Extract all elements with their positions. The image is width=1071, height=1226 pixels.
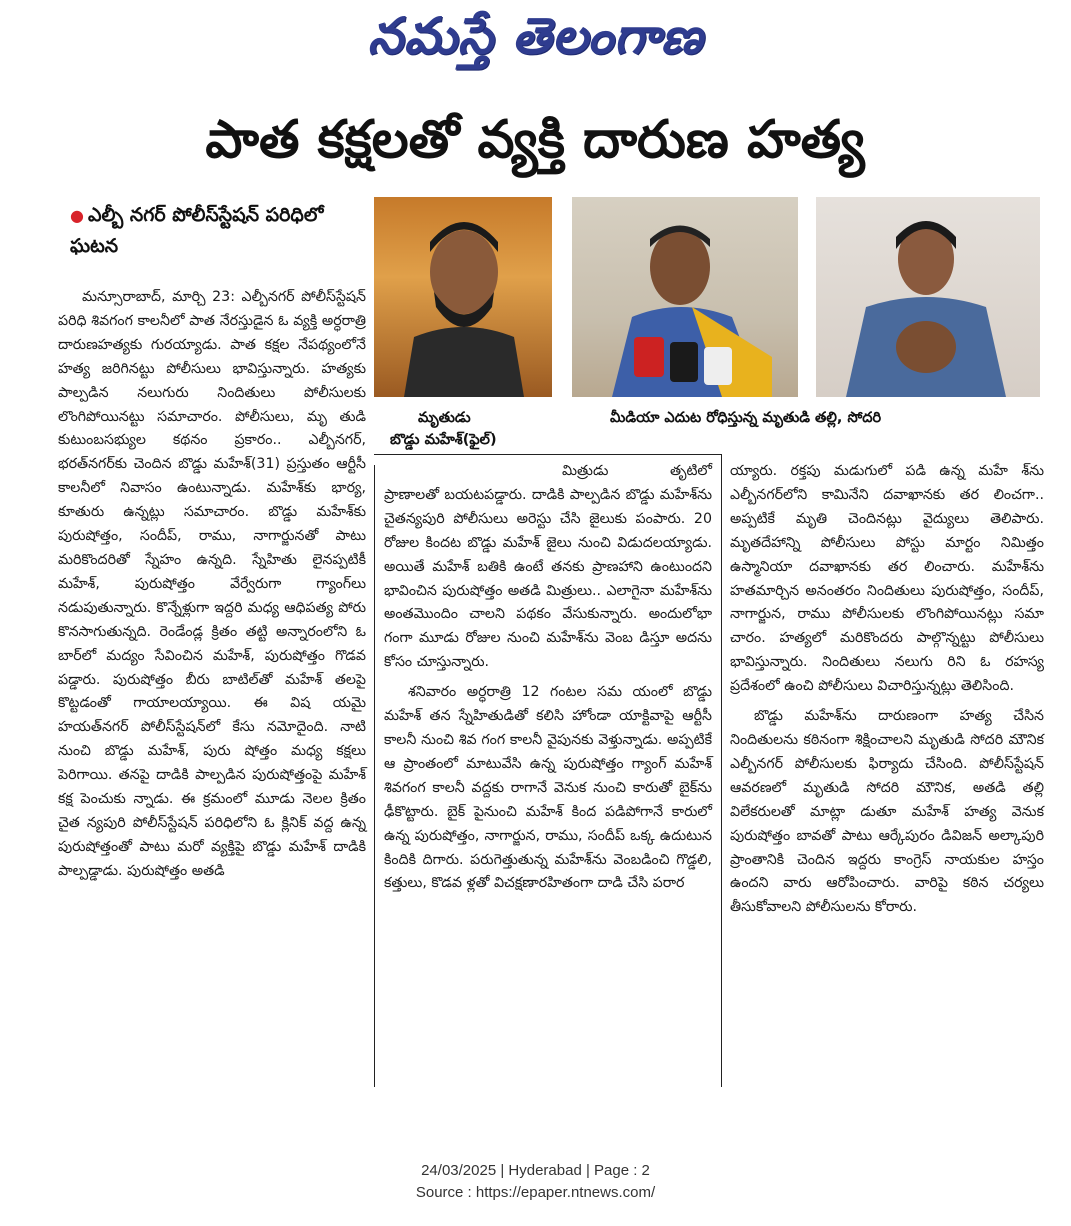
subheading-text: ఎల్బీ నగర్ పోలీస్‌స్టేషన్ పరిధిలో ఘటన — [70, 204, 324, 257]
bullet-icon: ● — [70, 206, 84, 225]
article-column-3 — [730, 460, 1044, 920]
newspaper-masthead: నమస్తే తెలంగాణ — [367, 7, 704, 65]
subheading — [70, 200, 360, 261]
photo-underline — [374, 454, 722, 455]
article-column-1 — [58, 286, 366, 884]
mother-photo — [572, 197, 798, 397]
family-caption: మీడియా ఎదుట రోధిస్తున్న మృతుడి తల్లి, సోదరి — [610, 410, 882, 426]
mother-portrait-illustration — [572, 197, 798, 397]
column-divider — [721, 455, 722, 1087]
column-divider — [374, 465, 375, 1087]
victim-portrait-illustration — [374, 197, 552, 397]
victim-photo — [374, 197, 552, 397]
paragraph: బొడ్డు మహేశ్‌ను దారుణంగా హత్య చేసిన నిందితులను కఠినంగా శిక్షించాలని మృతుడి సోదరి మౌనిక ఎల్బీనగర్ పోలీసులకు ఫిర్యాదు చేసింది. పోలీస్‌స్టేషన్ ఆవరణలో మృతుడి సోదరి మౌనిక, అతడి తల్లి విలేకరులతో మాట్లా డుతూ మహేశ్ హత్య వెనుక పురుషోత్తం బావతో పాటు ఆర్కేపురం డివిజన్ అల్కాపురి ప్రాంతానికి చెందిన ఇద్దరు కాంగ్రెస్ నాయకుల హస్తం ఉందని వారు ఆరోపించారు. వారిపై కఠిన చర్యలు తీసుకోవాలని పోలీసులను కోరారు. — [730, 708, 1044, 916]
article-column-2 — [384, 460, 712, 896]
victim-caption-line2: బొడ్డు మహేశ్(ఫైల్) — [390, 432, 497, 448]
victim-caption — [390, 407, 570, 451]
article-headline: పాత కక్షలతో వ్యక్తి దారుణ హత్య — [205, 110, 865, 170]
footer-date-line: 24/03/2025 | Hyderabad | Page : 2 — [421, 1162, 650, 1179]
paragraph: య్యారు. రక్తపు మడుగులో పడి ఉన్న మహే శ్‌ను ఎల్బీనగర్‌లోని కామినేని దవాఖానకు తర లించగా.. అప్పటికే మృతి చెందినట్లు వైద్యులు తెలిపారు. మృతదేహాన్ని పోలీసులు పోస్టు మార్టం నిమిత్తం ఉస్మానియా దవాఖానకు తర లించారు. మహేశ్‌ను హతమార్చిన అనంతరం నిందితులు పురుషోత్తం, సందీప్, నాగార్జున, రాము పోలీసులకు లొంగిపోయినట్లు సమా చారం. హత్యలో మరికొందరు పాల్గొన్నట్టు పోలీసులు భావిస్తున్నారు. నిందితులు నలుగు రిని ఓ రహస్య ప్రదేశంలో ఉంచి పోలీసులు విచారిస్తున్నట్లు తెలిసింది. — [730, 463, 1044, 695]
sister-portrait-illustration — [816, 197, 1040, 397]
footer-source-line: Source : https://epaper.ntnews.com/ — [415, 1184, 656, 1201]
paragraph: శనివారం అర్ధరాత్రి 12 గంటల సమ యంలో బొడ్డు మహేశ్ తన స్నేహితుడితో కలిసి హోండా యాక్టివాపై ఆర్టీసీ కాలనీ నుంచి శివ గంగ కాలనీ వైపునకు వెళ్తున్నాడు. అప్పటికే ఆ ప్రాంతంలో మాటువేసి ఉన్న పురుషోత్తం గ్యాంగ్ మహేశ్ శివగంగ కాలనీ వద్దకు రాగానే వెనుక నుంచి కారుతో బైక్‌ను ఢీకొట్టారు. బైక్ పైనుంచి మహేశ్ కింద పడిపోగానే కారులో ఉన్న పురుషోత్తం, నాగార్జున, రాము, సందీప్ ఒక్క ఉదుటున కిందికి దిగారు. పరుగెత్తుతున్న మహేశ్‌ను వెంబడించి గొడ్డలి, కత్తులు, కొడవ ళ్లతో విచక్షణారహితంగా దాడి చేసి పరార — [384, 684, 712, 892]
victim-caption-line1: మృతుడు — [418, 410, 471, 426]
paragraph: మన్సూరాబాద్, మార్చి 23: ఎల్బీనగర్ పోలీస్‌స్టేషన్ పరిధి శివగంగ కాలనీలో పాత నేరస్తుడైన ఓ వ్యక్తి అర్ధరాత్రి దారుణహత్యకు గురయ్యాడు. పాత కక్షల నేపథ్యంలోనే హత్య జరిగినట్టు పోలీసులు భావిస్తున్నారు. హత్యకు పాల్పడిన నలుగురు నిందితులు పోలీసులకు లొంగిపోయినట్టు సమాచారం. పోలీసులు, మృ తుడి కుటుంబసభ్యుల కథనం ప్రకారం.. ఎల్బీనగర్, భరత్‌నగర్‌కు చెందిన బొడ్డు మహేశ్(31) ప్రస్తుతం ఆర్టీసీ కాలనీలో నివాసం ఉంటున్నాడు. మహేశ్‌కు భార్య, కూతురు ఉన్నట్లు సమాచారం. బొడ్డు మహేశ్‌కు పురుషోత్తం, సందీప్, రాము, నాగార్జునతో పాటు మరికొందరితో స్నేహం ఉన్నది. స్నేహితు లైనప్పటికీ మహేశ్, పురుషోత్తం వేర్వేరుగా గ్యాంగ్‌లు నడుపుతున్నారు. కొన్నేళ్లుగా ఇద్దరి మధ్య ఆధిపత్య పోరు కొనసాగుతున్నది. రెండేండ్ల క్రితం తట్టి అన్నారంలోని ఓ బార్‌లో మద్యం సేవించిన మహేశ్, పురుషోత్తం గొడవ పడ్డారు. పురుషోత్తం బీరు బాటిల్‌తో మహేశ్ తలపై కొట్టడంతో గాయాలయ్యాయి. ఈ విష యమై హయత్‌నగర్ పోలీస్‌స్టేషన్‌లో కేసు నమోదైంది. నాటి నుంచి బొడ్డు మహేశ్, పురు షోత్తం మధ్య కక్షలు పెరిగాయి. తనపై దాడికి పాల్పడిన పురుషోత్తంపై మహేశ్ కక్ష పెంచుకు న్నాడు. ఈ క్రమంలో మూడు నెలల క్రితం చైత న్యపురి పోలీస్‌స్టేషన్ పరిధిలోని ఓ క్లినిక్ వద్ద ఉన్న పురుషోత్తంతో పాటు మరో వ్యక్తిపై బొడ్డు మహేశ్ దాడికి పాల్పడ్డాడు. పురుషోత్తం అతడి — [58, 289, 366, 879]
page-footer — [0, 1160, 1071, 1204]
sister-photo — [816, 197, 1040, 397]
paragraph: మిత్రుడు తృటిలో ప్రాణాలతో బయటపడ్డారు. దాడికి పాల్పడిన బొడ్డు మహేశ్‌ను చైతన్యపురి పోలీసులు అరెస్టు చేసి జైలుకు పంపారు. 20 రోజుల కిందట బొడ్డు మహేశ్ జైలు నుంచి విడుదలయ్యాడు. అయితే మహేశ్ బతికి ఉంటే తనకు ప్రాణహాని ఉంటుందని భావించిన పురుషోత్తం అతడి మిత్రులు.. ఎలాగైనా మహేశ్‌ను అంతమొందిం చాలని పథకం వేసుకున్నారు. అందులోభా గంగా మూడు రోజుల నుంచి మహేశ్‌ను వెంబ డిస్తూ అదను కోసం చూస్తున్నారు. — [384, 463, 712, 671]
